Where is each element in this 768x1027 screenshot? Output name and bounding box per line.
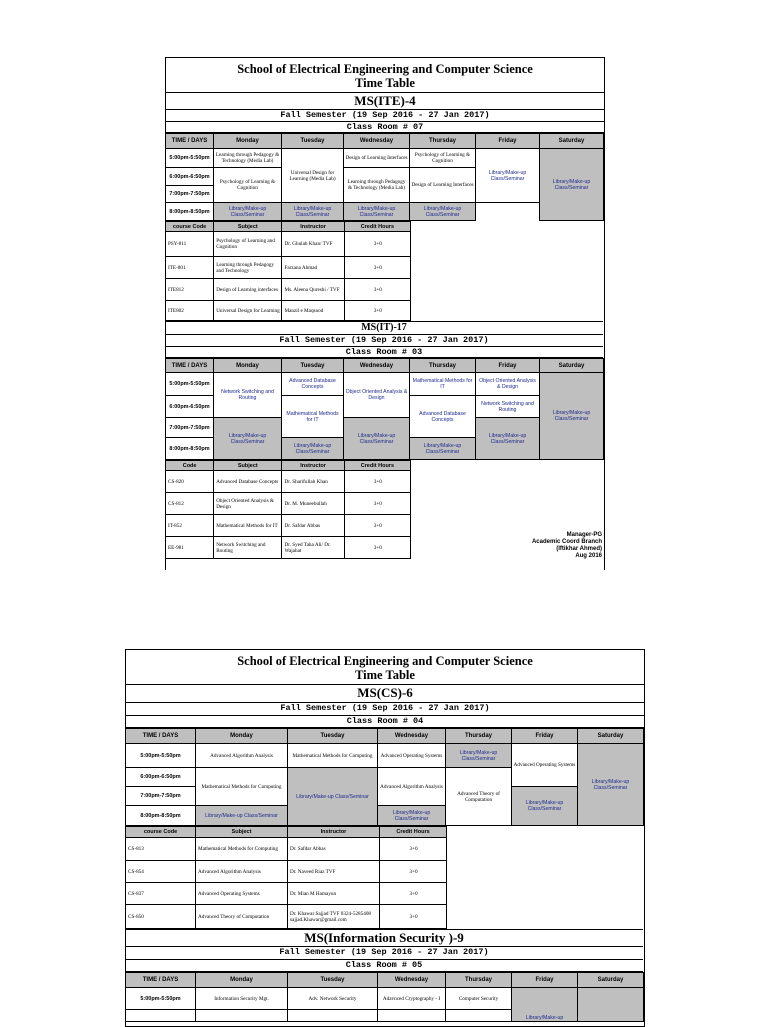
course-instructor: Dr. Sharifullah Khan bbox=[282, 471, 344, 493]
manager-name: (Iftikhar Ahmed) bbox=[556, 546, 602, 552]
time-slot: 5:00pm-5:50pm bbox=[126, 744, 196, 768]
col-header: Saturday bbox=[578, 973, 644, 988]
manager-date: Aug 2016 bbox=[575, 553, 602, 559]
class-cell: Mathematical Methods for IT bbox=[410, 373, 476, 396]
col-header: Friday bbox=[476, 359, 540, 373]
col-header: Tuesday bbox=[288, 973, 378, 988]
table-row bbox=[166, 515, 411, 537]
course-credits: 3+0 bbox=[344, 232, 410, 257]
course-code: CS-854 bbox=[126, 861, 196, 883]
program-title: MS(Information Security )-9 bbox=[125, 930, 643, 947]
course-subject: Psychology of Learning and Cognition bbox=[214, 232, 282, 257]
sheet1-header bbox=[166, 58, 604, 93]
col-header: TIME / DAYS bbox=[126, 973, 196, 988]
library-cell: Library/Make-up Class/Seminar bbox=[214, 203, 282, 221]
class-cell: Design of Learning Interfaces bbox=[410, 168, 476, 203]
col-header: Instructor bbox=[282, 222, 344, 232]
col-header: Friday bbox=[476, 134, 540, 149]
col-header: Monday bbox=[214, 359, 282, 373]
library-cell: Library/Make-up Class/Seminar bbox=[214, 418, 282, 460]
course-code: EE-981 bbox=[166, 537, 214, 559]
course-subject: Network Switching and Routing bbox=[214, 537, 282, 559]
course-table bbox=[165, 221, 411, 321]
course-subject: Learning through Pedagogy and Technology bbox=[214, 257, 282, 279]
library-cell: Library/Make-up Class/Seminar bbox=[476, 149, 540, 203]
col-header: Credit Hours bbox=[344, 222, 410, 232]
time-slot: 7:00pm-7:50pm bbox=[126, 787, 196, 806]
col-header: Thursday bbox=[410, 134, 476, 149]
course-instructor: Dr. Mian M Hamayun bbox=[288, 883, 380, 905]
time-slot: 6:00pm-6:50pm bbox=[166, 396, 214, 418]
col-header: TIME / DAYS bbox=[166, 134, 214, 149]
course-credits: 3+0 bbox=[344, 493, 410, 515]
time-slot: 7:00pm-7:50pm bbox=[166, 186, 214, 203]
course-instructor: Dr. Syed Taha Ali/ Dr. Wajahat bbox=[282, 537, 344, 559]
class-cell: Design of Learning Interfaces bbox=[344, 149, 410, 168]
col-header: Code bbox=[166, 461, 214, 471]
library-cell: Library/Make-up Class/Seminar bbox=[540, 373, 604, 460]
col-header: Monday bbox=[196, 729, 288, 744]
table-row bbox=[166, 537, 411, 559]
col-header: Tuesday bbox=[288, 729, 378, 744]
col-header: Friday bbox=[512, 729, 578, 744]
class-cell: Learning through Pedagogy & Technology (Media Lab) bbox=[214, 149, 282, 168]
class-cell: Psychology of Learning & Cognition bbox=[410, 149, 476, 168]
course-instructor: Dr. Safdar Abbas bbox=[282, 515, 344, 537]
library-cell: Library/Make-up Class/Seminar bbox=[344, 418, 410, 460]
col-header: TIME / DAYS bbox=[126, 729, 196, 744]
school-title: School of Electrical Engineering and Computer Science bbox=[237, 62, 533, 76]
course-table bbox=[165, 460, 411, 559]
col-header: Tuesday bbox=[282, 359, 344, 373]
table-row bbox=[166, 279, 411, 301]
time-slot: 8:00pm-8:50pm bbox=[166, 203, 214, 221]
course-code: ITE812 bbox=[166, 279, 214, 301]
table-row bbox=[126, 861, 447, 883]
class-cell: Advanced Database Concepts bbox=[282, 373, 344, 396]
class-cell: Mathematical Methods for IT bbox=[282, 396, 344, 438]
course-instructor: Manzil e Maqsood bbox=[282, 301, 344, 321]
timetable-subtitle: Time Table bbox=[355, 668, 415, 682]
class-cell: Advanced Theory of Computation bbox=[446, 768, 512, 826]
timetable-grid bbox=[165, 358, 604, 460]
course-credits: 3+0 bbox=[380, 905, 447, 929]
manager-signature bbox=[470, 532, 602, 560]
course-instructor: Dr. Naveed Riaz TVF bbox=[288, 861, 380, 883]
course-credits: 3+0 bbox=[380, 883, 447, 905]
col-header: Monday bbox=[196, 973, 288, 988]
table-row bbox=[166, 471, 411, 493]
library-cell: Library/Make-up Class/Seminar bbox=[378, 806, 446, 826]
col-header: Monday bbox=[214, 134, 282, 149]
course-code: ITE802 bbox=[166, 301, 214, 321]
time-slot: 5:00pm-5:50pm bbox=[126, 988, 196, 1010]
class-cell: Universal Design for Learning (Media Lab) bbox=[282, 149, 344, 203]
course-subject: Object Oriented Analysis & Design bbox=[214, 493, 282, 515]
col-header: Instructor bbox=[288, 827, 380, 838]
col-header: Thursday bbox=[446, 729, 512, 744]
library-cell: Library/Make-up Class/Seminar bbox=[540, 149, 604, 221]
library-cell: Library/Make-up Class/Seminar bbox=[282, 438, 344, 460]
table-row bbox=[126, 838, 447, 861]
classroom-line: Class Room # 07 bbox=[166, 122, 604, 133]
class-cell: Network Switching and Routing bbox=[476, 396, 540, 418]
course-code: CS-820 bbox=[166, 471, 214, 493]
table-row bbox=[166, 257, 411, 279]
course-credits: 3+0 bbox=[344, 279, 410, 301]
course-code: CS-837 bbox=[126, 883, 196, 905]
school-title: School of Electrical Engineering and Computer Science bbox=[237, 654, 533, 668]
course-subject: Advanced Theory of Computation bbox=[196, 905, 288, 929]
class-cell: Psychology of Learning & Cognition bbox=[214, 168, 282, 203]
library-cell: Library/Make-up Class/Seminar bbox=[196, 806, 288, 826]
class-cell: Information Security Mgt. bbox=[196, 988, 288, 1010]
semester-line: Fall Semester (19 Sep 2016 - 27 Jan 2017) bbox=[126, 703, 644, 716]
course-table bbox=[125, 826, 447, 929]
col-header: Friday bbox=[512, 973, 578, 988]
course-credits: 3+0 bbox=[344, 301, 410, 321]
col-header: Thursday bbox=[446, 973, 512, 988]
manager-title: Manager-PG bbox=[566, 532, 602, 538]
class-cell: Advanced Algorithm Analysis bbox=[196, 744, 288, 768]
timetable-grid bbox=[165, 133, 604, 221]
course-subject: Universal Design for Learning bbox=[214, 301, 282, 321]
classroom-line: Class Room # 03 bbox=[165, 347, 603, 358]
class-cell: Mathematical Methods for Computing bbox=[196, 768, 288, 806]
class-cell: Computer Security bbox=[446, 988, 512, 1010]
table-row bbox=[166, 493, 411, 515]
col-header: Wednesday bbox=[344, 134, 410, 149]
library-cell: Library/Make-up Class/Seminar bbox=[282, 203, 344, 221]
course-instructor: Dr. Safdar Abbas bbox=[288, 838, 380, 861]
class-cell: Advanced Database Concepts bbox=[410, 396, 476, 438]
course-subject: Mathematical Methods for Computing bbox=[196, 838, 288, 861]
class-cell: Object Oriented Analysis & Design bbox=[476, 373, 540, 396]
course-code: CS-812 bbox=[166, 493, 214, 515]
program-title: MS(IT)-17 bbox=[165, 322, 603, 335]
program-title: MS(CS)-6 bbox=[126, 685, 644, 703]
course-code: CS-850 bbox=[126, 905, 196, 929]
class-cell: Advanced Algorithm Analysis bbox=[378, 768, 446, 806]
course-subject: Advanced Operating Systems bbox=[196, 883, 288, 905]
course-instructor: Dr. Khawar Sajjad TVF 0324-5285408 sajjad.Khawar@gmail.com bbox=[288, 905, 380, 929]
col-header: course Code bbox=[166, 222, 214, 232]
course-subject: Advanced Algorithm Analysis bbox=[196, 861, 288, 883]
course-instructor: Farzana Ahmad bbox=[282, 257, 344, 279]
course-code: CS-813 bbox=[126, 838, 196, 861]
course-code: IT-852 bbox=[166, 515, 214, 537]
manager-branch: Academic Coord Branch bbox=[531, 539, 602, 545]
timetable-sheet-1 bbox=[165, 57, 605, 570]
library-cell: Library/Make-up Class/Seminar bbox=[476, 418, 540, 460]
class-cell: Network Switching and Routing bbox=[214, 373, 282, 418]
class-cell: Adavnced Cryptography - I bbox=[378, 988, 446, 1010]
course-credits: 3+0 bbox=[344, 257, 410, 279]
class-cell: Advanced Operating Systems bbox=[512, 744, 578, 787]
class-cell: Object Oriented Analysis & Design bbox=[344, 373, 410, 418]
col-header: TIME / DAYS bbox=[166, 359, 214, 373]
course-credits: 3+0 bbox=[380, 838, 447, 861]
class-cell: Mathematical Methods for Computing bbox=[288, 744, 378, 768]
table-row bbox=[126, 883, 447, 905]
library-cell: Library/Make-up Class/Seminar bbox=[578, 744, 644, 826]
time-slot: 8:00pm-8:50pm bbox=[126, 806, 196, 826]
col-header: Subject bbox=[214, 222, 282, 232]
class-cell: Advanced Operating Systems bbox=[378, 744, 446, 768]
table-row bbox=[166, 232, 411, 257]
library-cell: Library/Make-up Class/Seminar bbox=[512, 787, 578, 826]
library-cell: Library/Make-up bbox=[512, 988, 578, 1022]
course-code: ITE-801 bbox=[166, 257, 214, 279]
col-header: Saturday bbox=[540, 134, 604, 149]
classroom-line: Class Room # 04 bbox=[126, 716, 644, 728]
course-credits: 3+0 bbox=[344, 537, 410, 559]
classroom-line: Class Room # 05 bbox=[125, 960, 643, 972]
time-slot: 5:00pm-5:50pm bbox=[166, 373, 214, 396]
course-credits: 3+0 bbox=[380, 861, 447, 883]
timetable-grid bbox=[125, 728, 644, 826]
col-header: course Code bbox=[126, 827, 196, 838]
col-header: Saturday bbox=[578, 729, 644, 744]
col-header: Subject bbox=[214, 461, 282, 471]
semester-line: Fall Semester (19 Sep 2016 - 27 Jan 2017) bbox=[125, 947, 643, 960]
col-header: Credit Hours bbox=[344, 461, 410, 471]
timetable-grid bbox=[125, 972, 644, 1022]
class-cell: Adv. Network Security bbox=[288, 988, 378, 1010]
table-row bbox=[126, 905, 447, 929]
program-title: MS(ITE)-4 bbox=[166, 93, 604, 110]
col-header: Subject bbox=[196, 827, 288, 838]
col-header: Saturday bbox=[540, 359, 604, 373]
time-slot: 7:00pm-7:50pm bbox=[166, 418, 214, 438]
col-header: Wednesday bbox=[378, 973, 446, 988]
timetable-sheet-2 bbox=[125, 649, 645, 1027]
sheet2-header bbox=[126, 650, 644, 685]
class-cell: Learning through Pedagogy & Technology (Media Lab) bbox=[344, 168, 410, 203]
library-cell: Library/Make-up Class/Seminar bbox=[288, 768, 378, 826]
time-slot: 5:00pm-5:50pm bbox=[166, 149, 214, 168]
time-slot: 6:00pm-6:50pm bbox=[126, 768, 196, 787]
timetable-subtitle: Time Table bbox=[355, 76, 415, 90]
time-slot: 6:00pm-6:50pm bbox=[166, 168, 214, 186]
course-code: PSY-811 bbox=[166, 232, 214, 257]
col-header: Thursday bbox=[410, 359, 476, 373]
library-cell: Library/Make-up Class/Seminar bbox=[410, 438, 476, 460]
course-credits: 3+0 bbox=[344, 471, 410, 493]
col-header: Tuesday bbox=[282, 134, 344, 149]
time-slot: 8:00pm-8:50pm bbox=[166, 438, 214, 460]
course-instructor: Dr. M. Muneebullah bbox=[282, 493, 344, 515]
course-subject: Design of Learning interfaces bbox=[214, 279, 282, 301]
course-instructor: Dr. Ghulab Khan/ TVF bbox=[282, 232, 344, 257]
library-cell: Library/Make-up Class/Seminar bbox=[344, 203, 410, 221]
col-header: Instructor bbox=[282, 461, 344, 471]
library-cell: Library/Make-up Class/Seminar bbox=[410, 203, 476, 221]
col-header: Credit Hours bbox=[380, 827, 447, 838]
course-subject: Mathematical Methods for IT bbox=[214, 515, 282, 537]
col-header: Wednesday bbox=[378, 729, 446, 744]
library-cell: Library/Make-up Class/Seminar bbox=[446, 744, 512, 768]
course-credits: 3+0 bbox=[344, 515, 410, 537]
table-row bbox=[166, 301, 411, 321]
col-header: Wednesday bbox=[344, 359, 410, 373]
course-subject: Advanced Database Concepts bbox=[214, 471, 282, 493]
course-instructor: Ms. Aleena Qureshi / TVF bbox=[282, 279, 344, 301]
semester-line: Fall Semester (19 Sep 2016 - 27 Jan 2017) bbox=[165, 335, 603, 347]
semester-line: Fall Semester (19 Sep 2016 - 27 Jan 2017) bbox=[166, 110, 604, 122]
